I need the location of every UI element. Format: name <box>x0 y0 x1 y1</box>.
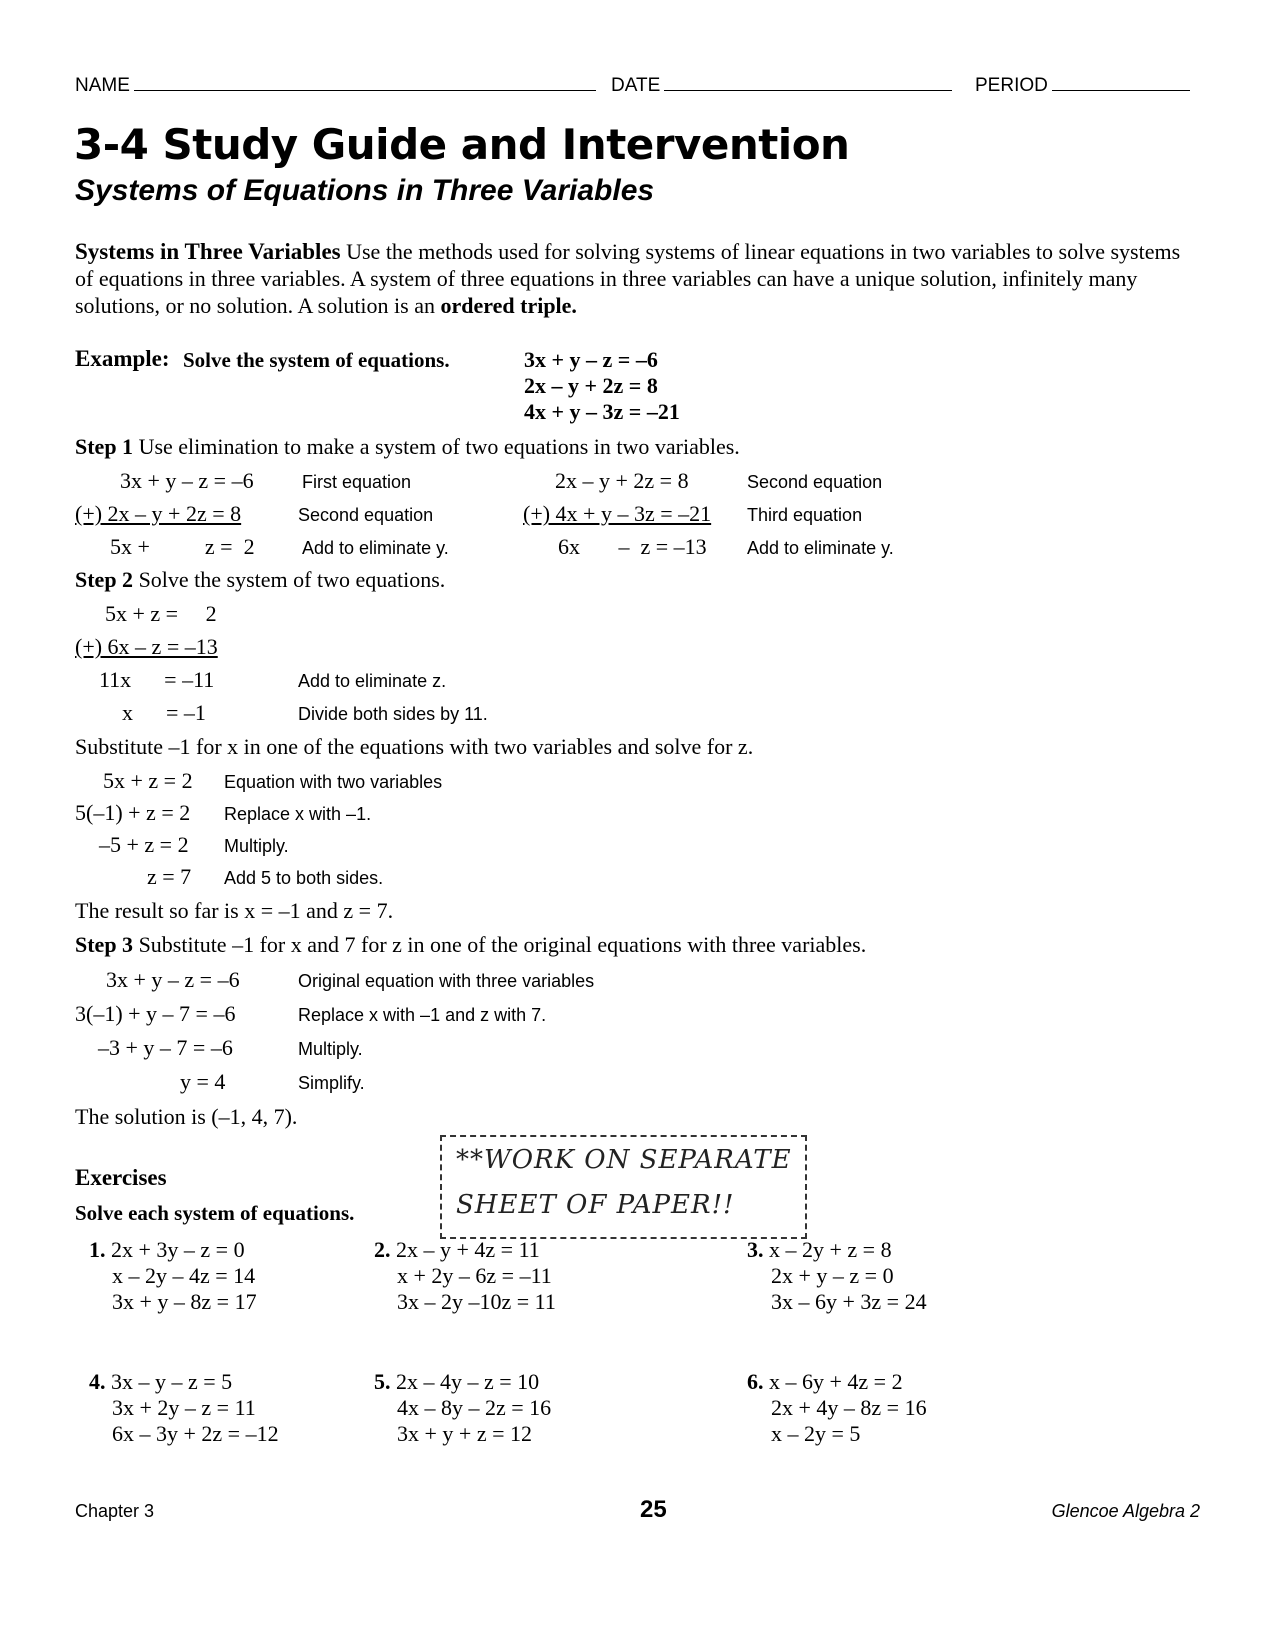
step2-label: Step 2 <box>75 567 134 592</box>
step2-sub-note-1: Equation with two variables <box>224 772 443 792</box>
step1-right-note-1: Second equation <box>747 472 883 492</box>
exercise-5 <box>374 1369 539 1395</box>
footer-chapter: Chapter 3 <box>75 1501 155 1521</box>
exercise-5-eq-2: 4x – 8y – 2z = 16 <box>397 1395 552 1420</box>
step1-left-eq-2: (+) 2x – y + 2z = 8 <box>75 501 242 526</box>
intro-paragraph <box>75 238 1185 319</box>
step1-right-eq-3: 6x – z = –13 <box>558 534 707 559</box>
exercise-3 <box>747 1237 892 1263</box>
exercise-1-eq-2: x – 2y – 4z = 14 <box>112 1263 256 1288</box>
exercise-2-eq-3: 3x – 2y –10z = 11 <box>397 1289 556 1314</box>
step3-note-3: Multiply. <box>298 1039 363 1059</box>
step1-right-eq-2: (+) 4x + y – 3z = –21 <box>523 501 712 526</box>
step3-note-4: Simplify. <box>298 1073 365 1093</box>
handwritten-note-line1: **WORK ON SEPARATE <box>456 1145 792 1175</box>
name-blank[interactable] <box>134 74 596 91</box>
exercise-1-eq-1: 2x + 3y – z = 0 <box>111 1237 245 1262</box>
step3-note-2: Replace x with –1 and z with 7. <box>298 1005 547 1025</box>
step1-heading <box>75 434 740 460</box>
step2-sub-note-2: Replace x with –1. <box>224 804 372 824</box>
exercise-2-eq-1: 2x – y + 4z = 11 <box>396 1237 540 1262</box>
date-blank[interactable] <box>664 74 952 91</box>
intro-term: ordered triple. <box>440 293 577 318</box>
exercise-3-eq-1: x – 2y + z = 8 <box>769 1237 892 1262</box>
exercise-1-number: 1. <box>89 1237 106 1262</box>
exercise-5-eq-3: 3x + y + z = 12 <box>397 1421 532 1446</box>
example-label: Example: <box>75 346 170 371</box>
step1-label: Step 1 <box>75 434 134 459</box>
exercise-4-eq-3: 6x – 3y + 2z = –12 <box>112 1421 279 1446</box>
date-label: DATE <box>611 75 661 96</box>
exercise-6-eq-2: 2x + 4y – 8z = 16 <box>771 1395 927 1420</box>
exercise-1 <box>89 1237 245 1263</box>
exercise-3-eq-3: 3x – 6y + 3z = 24 <box>771 1289 927 1314</box>
exercise-3-number: 3. <box>747 1237 764 1262</box>
step1-left-eq-1: 3x + y – z = –6 <box>120 468 254 493</box>
step1-right-note-2: Third equation <box>747 505 863 525</box>
exercise-5-number: 5. <box>374 1369 391 1394</box>
example-eq-1: 3x + y – z = –6 <box>524 347 658 372</box>
exercise-6-eq-1: x – 6y + 4z = 2 <box>769 1369 903 1394</box>
exercise-6 <box>747 1369 903 1395</box>
step2-note-4: Divide both sides by 11. <box>298 704 488 724</box>
handwritten-note-line2: SHEET OF PAPER!! <box>456 1190 735 1220</box>
step2-substitute-text: Substitute –1 for x in one of the equations with two variables and solve for z. <box>75 734 754 759</box>
page-subtitle: Systems of Equations in Three Variables <box>75 174 655 207</box>
handwritten-note-box <box>440 1135 807 1239</box>
step2-sub-eq-1: 5x + z = 2 <box>103 768 193 793</box>
step3-eq-4: y = 4 <box>180 1069 226 1094</box>
step3-eq-1: 3x + y – z = –6 <box>106 967 240 992</box>
example-prompt: Solve the system of equations. <box>183 348 450 372</box>
page-title: 3-4 Study Guide and Intervention <box>74 120 850 169</box>
footer-book-title: Glencoe Algebra 2 <box>1051 1501 1200 1521</box>
example-eq-3: 4x + y – 3z = –21 <box>524 399 680 424</box>
exercise-6-number: 6. <box>747 1369 764 1394</box>
step2-eq-1: 5x + z = 2 <box>105 601 217 626</box>
step1-left-note-2: Second equation <box>298 505 434 525</box>
exercise-6-eq-3: x – 2y = 5 <box>771 1421 861 1446</box>
step2-sub-eq-2: 5(–1) + z = 2 <box>75 800 191 825</box>
exercises-instruction: Solve each system of equations. <box>75 1201 355 1225</box>
step3-note-1: Original equation with three variables <box>298 971 595 991</box>
exercise-2-number: 2. <box>374 1237 391 1262</box>
step3-label: Step 3 <box>75 932 134 957</box>
period-field[interactable] <box>975 74 1190 97</box>
exercise-4-eq-2: 3x + 2y – z = 11 <box>112 1395 256 1420</box>
step3-text: Substitute –1 for x and 7 for z in one of the original equations with three variables. <box>133 932 867 957</box>
exercise-4-number: 4. <box>89 1369 106 1394</box>
step2-heading <box>75 567 445 593</box>
step1-left-note-3: Add to eliminate y. <box>302 538 449 558</box>
step3-heading <box>75 932 866 958</box>
exercise-4-eq-1: 3x – y – z = 5 <box>111 1369 233 1394</box>
name-label: NAME <box>75 75 130 96</box>
step2-note-3: Add to eliminate z. <box>298 671 447 691</box>
step3-solution: The solution is (–1, 4, 7). <box>75 1104 298 1129</box>
step1-left-note-1: First equation <box>302 472 412 492</box>
step2-eq-3: 11x = –11 <box>99 667 215 692</box>
exercise-1-eq-3: 3x + y – 8z = 17 <box>112 1289 257 1314</box>
exercise-5-eq-1: 2x – 4y – z = 10 <box>396 1369 540 1394</box>
step2-text: Solve the system of two equations. <box>133 567 446 592</box>
step1-right-eq-1: 2x – y + 2z = 8 <box>555 468 689 493</box>
intro-text: Use the methods used for solving systems of linear equations in two variables to solve systems of equations in three variables. A system of three equations in three variables can have a unique solution, infinitely many solutions, or no solution. A solution is an <box>75 239 1181 318</box>
exercise-3-eq-2: 2x + y – z = 0 <box>771 1263 894 1288</box>
exercise-4 <box>89 1369 232 1395</box>
step2-sub-eq-4: z = 7 <box>147 864 192 889</box>
step1-right-note-3: Add to eliminate y. <box>747 538 894 558</box>
period-blank[interactable] <box>1052 74 1190 91</box>
step3-eq-2: 3(–1) + y – 7 = –6 <box>75 1001 236 1026</box>
intro-lead: Systems in Three Variables <box>75 239 341 264</box>
step1-text: Use elimination to make a system of two equations in two variables. <box>133 434 740 459</box>
step2-eq-4: x = –1 <box>122 700 206 725</box>
step1-left-eq-3: 5x + z = 2 <box>110 534 255 559</box>
exercise-2-eq-2: x + 2y – 6z = –11 <box>397 1263 552 1288</box>
name-field[interactable] <box>75 74 596 97</box>
step3-eq-3: –3 + y – 7 = –6 <box>98 1035 233 1060</box>
step2-sub-note-4: Add 5 to both sides. <box>224 868 384 888</box>
exercise-2 <box>374 1237 540 1263</box>
footer-page-number: 25 <box>640 1496 667 1523</box>
step2-sub-note-3: Multiply. <box>224 836 289 856</box>
example-eq-2: 2x – y + 2z = 8 <box>524 373 658 398</box>
date-field[interactable] <box>611 74 952 97</box>
step2-result: The result so far is x = –1 and z = 7. <box>75 898 394 923</box>
exercises-heading: Exercises <box>75 1165 167 1190</box>
step2-sub-eq-3: –5 + z = 2 <box>99 832 189 857</box>
step2-eq-2: (+) 6x – z = –13 <box>75 634 218 659</box>
period-label: PERIOD <box>975 75 1048 96</box>
